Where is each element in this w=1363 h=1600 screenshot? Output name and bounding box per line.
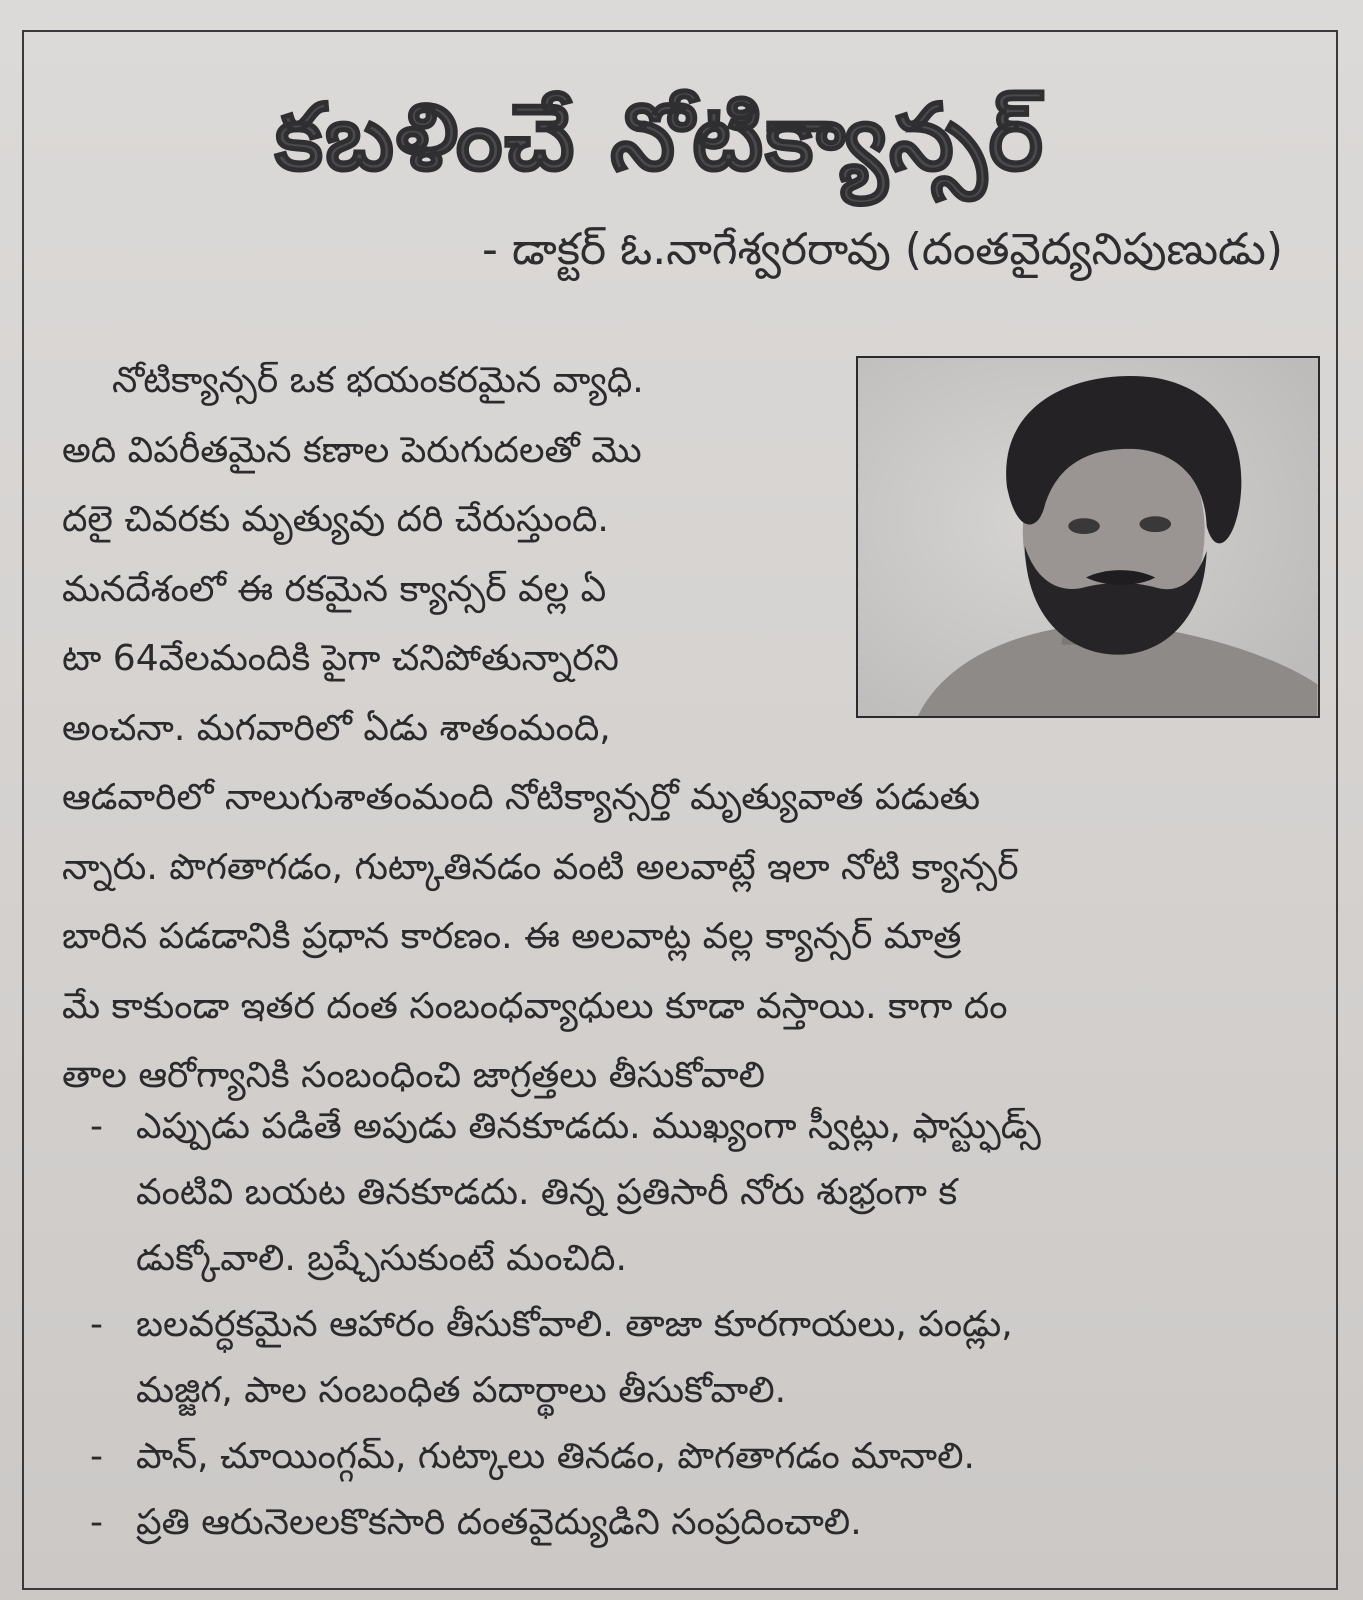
list-item-line: పాన్, చూయింగ్గమ్, గుట్కాలు తినడం, పొగతాగడం మానాలి. [136, 1436, 975, 1477]
list-item [62, 1292, 1332, 1424]
list-item [62, 1490, 1332, 1556]
list-item-line: ఎప్పుడు పడితే అపుడు తినకూడదు. ముఖ్యంగా స్వీట్లు, ఫాస్ట్ఫుడ్స్ [136, 1106, 1041, 1147]
body-line: న్నారు. పొగతాగడం, గుట్కాతినడం వంటి అలవాట్లే ఇలా నోటి క్యాన్సర్ [62, 846, 1019, 888]
list-item-line: డుక్కోవాలి. బ్రష్చేసుకుంటే మంచిది. [136, 1238, 627, 1279]
body-line: ఆడవారిలో నాలుగుశాతంమంది నోటిక్యాన్సర్తో మృత్యువాత పడుతు [62, 777, 981, 818]
body-line: దలై చివరకు మృత్యువు దరి చేరుస్తుంది. [62, 499, 609, 540]
list-item [62, 1094, 1332, 1292]
body-line: అంచనా. మగవారిలో ఏడు శాతంమంది, [62, 707, 611, 749]
bullet-dash: - [90, 1304, 103, 1345]
list-item-line: వంటివి బయట తినకూడదు. తిన్న ప్రతిసారీ నోరు శుభ్రంగా క [136, 1172, 958, 1213]
article-headline: కబళించే నోటిక్యాన్సర్ [274, 84, 1046, 191]
article-body [62, 346, 1332, 1111]
body-line: తాల ఆరోగ్యానికి సంబంధించి జాగ్రత్తలు తీసుకోవాలి [62, 1055, 766, 1096]
body-line: మే కాకుండా ఇతర దంత సంబంధవ్యాధులు కూడా వస్తాయి. కాగా దం [62, 985, 1008, 1027]
list-item [62, 1424, 1332, 1490]
body-line: అది విపరీతమైన కణాల పెరుగుదలతో మొ [62, 429, 642, 471]
list-item-line: ప్రతి ఆరునెలలకొకసారి దంతవైద్యుడిని సంప్రదించాలి. [136, 1502, 862, 1543]
list-item-line: బలవర్ధకమైన ఆహారం తీసుకోవాలి. తాజా కూరగాయలు, పండ్లు, [136, 1304, 1013, 1345]
body-line: బారిన పడడానికి ప్రధాన కారణం. ఈ అలవాట్ల వల్ల క్యాన్సర్ మాత్ర [62, 916, 962, 957]
article-byline: - డాక్టర్ ఓ.నాగేశ్వరరావు (దంతవైద్యనిపుణుడు) [481, 224, 1283, 275]
body-line: టా 64వేలమందికి పైగా చనిపోతున్నారని [62, 638, 619, 679]
bullet-dash: - [90, 1436, 103, 1477]
tips-list [62, 1094, 1332, 1556]
bullet-dash: - [90, 1106, 103, 1147]
body-line: నోటిక్యాన్సర్ ఒక భయంకరమైన వ్యాధి. [112, 360, 644, 401]
body-line: మనదేశంలో ఈ రకమైన క్యాన్సర్ వల్ల ఏ [62, 568, 607, 610]
bullet-dash: - [90, 1502, 103, 1543]
list-item-line: మజ్జిగ, పాల సంబంధిత పదార్థాలు తీసుకోవాలి. [136, 1370, 787, 1411]
